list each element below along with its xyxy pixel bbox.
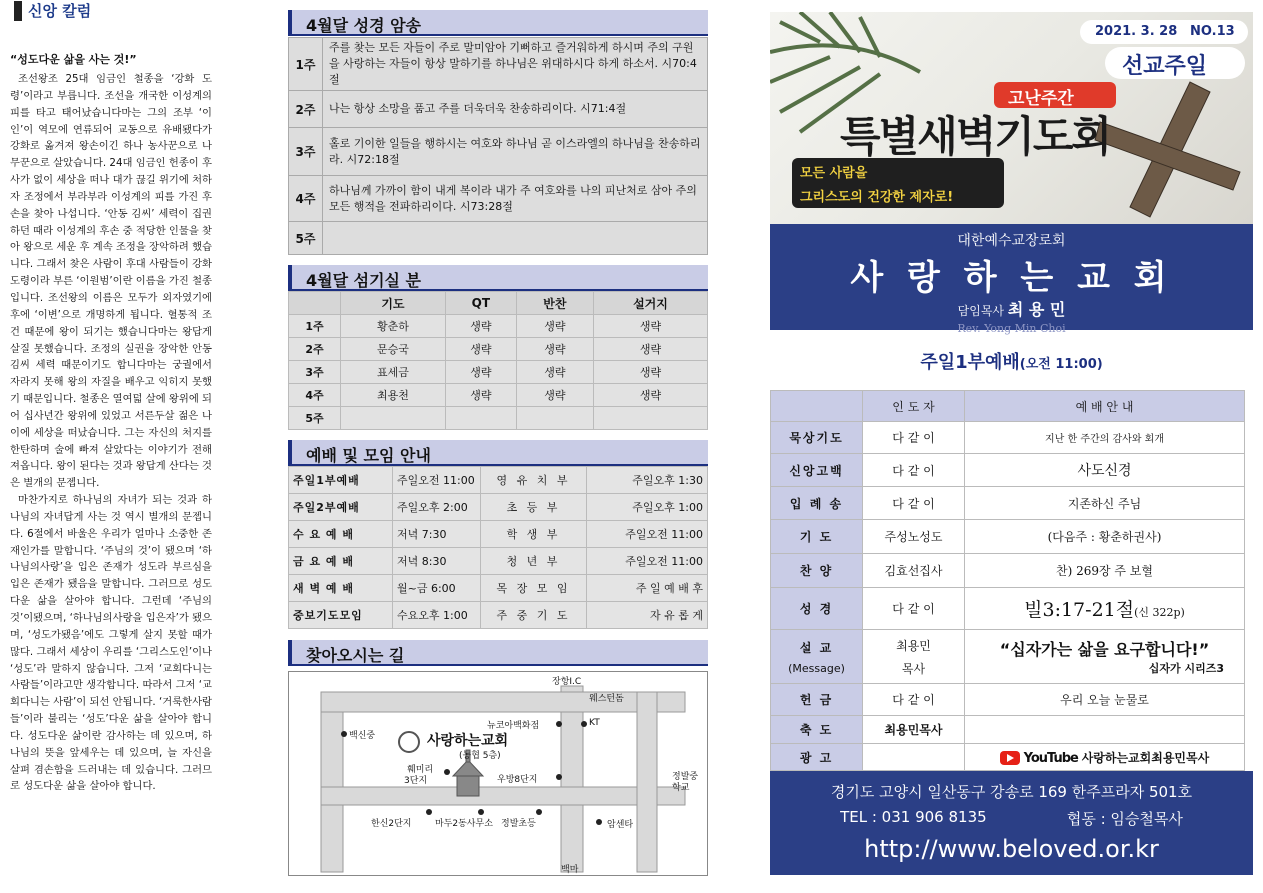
cell: 황춘하	[341, 315, 446, 338]
cell: 표세금	[341, 361, 446, 384]
cell: 생략	[593, 384, 707, 407]
pastor-name-en: Rev. Yong Min Choi	[957, 322, 1066, 335]
table-row	[289, 384, 708, 407]
youtube-label[interactable]: YouTube	[1023, 750, 1078, 766]
order-detail: 지난 한 주간의 감사와 회개	[965, 422, 1245, 454]
youtube-icon[interactable]	[1000, 751, 1020, 765]
map-label: KT	[589, 718, 600, 728]
scripture-ref: 빌3:17-21절	[1024, 599, 1135, 621]
verse-cell: 홀로 기이한 일들을 행하시는 여호와 하나님 곧 이스라엘의 하나님을 찬송하리라. 시72:18절	[323, 128, 708, 176]
partner-pastor: 협동 : 임승철목사	[1066, 810, 1183, 828]
service-time: (오전 11:00)	[1019, 357, 1103, 372]
table-row	[771, 744, 1245, 771]
youtube-channel[interactable]: 사랑하는교회최용민목사	[1081, 750, 1210, 765]
cell	[445, 407, 516, 430]
verses-title: 4월달 성경 암송	[306, 16, 422, 35]
meetings-header	[288, 440, 708, 466]
order-leader: 주성노성도	[863, 520, 965, 554]
cell: 생략	[516, 361, 593, 384]
cell: 문승국	[341, 338, 446, 361]
order-label: 입 례 송	[771, 487, 863, 520]
meeting-time: 저녁 7:30	[393, 521, 481, 548]
header-cell: 인 도 자	[863, 391, 965, 422]
meeting-time: 월~금 6:00	[393, 575, 481, 602]
faith-column	[0, 0, 212, 870]
order-label: 묵상기도	[771, 422, 863, 454]
order-leader: 최용민목사	[863, 716, 965, 744]
meeting-name: 새 벽 예 배	[289, 575, 393, 602]
table-row	[771, 554, 1245, 588]
directions-map	[288, 671, 708, 876]
order-detail: (다음주 : 황춘하권사)	[965, 520, 1245, 554]
cell	[593, 407, 707, 430]
banner-headline: 특별새벽기도회	[840, 112, 1111, 161]
order-leader: 다 같 이	[863, 684, 965, 716]
order-label: 찬 양	[771, 554, 863, 588]
table-row	[289, 548, 708, 575]
cell: 생략	[445, 315, 516, 338]
church-name: 사 랑 하 는 교 회	[850, 258, 1173, 298]
week-cell: 5주	[289, 407, 341, 430]
cell: 생략	[516, 384, 593, 407]
table-row	[771, 630, 1245, 684]
table-row	[771, 684, 1245, 716]
verse-cell: 하나님께 가까이 함이 내게 복이라 내가 주 여호와를 나의 피난처로 삼아 주의 모든 행적을 전파하리이다. 시73:28절	[323, 176, 708, 222]
meeting-name: 주 중 기 도	[481, 602, 587, 629]
meeting-name: 목 장 모 임	[481, 575, 587, 602]
order-label-sub: (Message)	[788, 661, 845, 675]
week-cell: 3주	[289, 128, 323, 176]
meeting-time: 주일오후 1:30	[587, 467, 708, 494]
week-cell: 5주	[289, 222, 323, 255]
meeting-time: 저녁 8:30	[393, 548, 481, 575]
table-row	[289, 128, 708, 176]
meeting-name: 초 등 부	[481, 494, 587, 521]
cell: 생략	[445, 384, 516, 407]
meeting-name: 수 요 예 배	[289, 521, 393, 548]
cell: 생략	[593, 361, 707, 384]
map-label: 훼미리	[407, 765, 434, 775]
banner-image	[770, 12, 1253, 224]
header-cell	[289, 292, 341, 315]
scripture-page: (신 322p)	[1134, 606, 1185, 619]
pastor-label: 담임목사	[957, 304, 1005, 318]
table-row	[771, 520, 1245, 554]
church-phone: TEL : 031 906 8135	[840, 808, 987, 826]
table-header-row	[289, 292, 708, 315]
meeting-name: 주일1부예배	[289, 467, 393, 494]
title-bar-icon	[14, 1, 22, 21]
order-leader: 다 같 이	[863, 588, 965, 630]
cell: 생략	[516, 315, 593, 338]
header-cell: 반찬	[516, 292, 593, 315]
meeting-name: 청 년 부	[481, 548, 587, 575]
week-cell: 4주	[289, 384, 341, 407]
order-detail	[965, 716, 1245, 744]
service-title	[770, 348, 1253, 374]
table-row	[289, 575, 708, 602]
table-row	[771, 716, 1245, 744]
header-cell	[771, 391, 863, 422]
meeting-time: 주일오후 1:00	[587, 494, 708, 521]
table-row	[289, 361, 708, 384]
order-detail: 찬) 269장 주 보혈	[965, 554, 1245, 588]
mission-sunday: 선교주일	[1122, 54, 1208, 79]
map-label: 3단지	[404, 776, 428, 786]
week-cell: 4주	[289, 176, 323, 222]
serve-title: 4월달 섬기실 분	[306, 271, 422, 290]
table-row	[289, 407, 708, 430]
meeting-time: 수요오후 1:00	[393, 602, 481, 629]
preacher-name: 최용민	[896, 638, 931, 653]
church-logo-icon	[399, 732, 419, 752]
week-cell: 1주	[289, 38, 323, 91]
map-label: 백마	[561, 865, 579, 875]
meeting-name: 영 유 치 부	[481, 467, 587, 494]
column-body	[10, 71, 212, 795]
map-church-name: 사랑하는교회	[427, 733, 509, 749]
meeting-name: 주일2부예배	[289, 494, 393, 521]
week-cell: 2주	[289, 91, 323, 128]
cell: 생략	[593, 315, 707, 338]
order-label: 축 도	[771, 716, 863, 744]
meeting-time: 주일오전 11:00	[587, 548, 708, 575]
verse-cell: 나는 항상 소망을 품고 주를 더욱더욱 찬송하리이다. 시71:4절	[323, 91, 708, 128]
meeting-name: 학 생 부	[481, 521, 587, 548]
church-address: 경기도 고양시 일산동구 강송로 169 한주프라자 501호	[830, 783, 1193, 801]
table-row	[289, 222, 708, 255]
church-website-link[interactable]: http://www.beloved.or.kr	[864, 835, 1159, 863]
meeting-time: 주일오전 11:00	[587, 521, 708, 548]
table-row	[771, 454, 1245, 487]
order-label: 헌 금	[771, 684, 863, 716]
order-leader: 다 같 이	[863, 422, 965, 454]
order-detail: 사도신경	[965, 454, 1245, 487]
service-name: 주일1부예배	[920, 352, 1020, 373]
column-headline: “성도다운 삶을 사는 것!”	[10, 53, 137, 66]
week-cell: 3주	[289, 361, 341, 384]
sermon-title: “십자가는 삶을 요구합니다!”	[999, 640, 1210, 659]
verses-table	[288, 37, 708, 255]
map-label: 뉴코아백화점	[487, 721, 540, 731]
meeting-name: 중보기도모임	[289, 602, 393, 629]
order-leader: 김효선집사	[863, 554, 965, 588]
column-title	[14, 0, 212, 21]
column-title-text: 신앙 칼럼	[28, 2, 92, 20]
map-label: 우방8단지	[497, 775, 538, 785]
table-row	[289, 467, 708, 494]
verses-header	[288, 10, 708, 36]
table-header-row	[771, 391, 1245, 422]
map-header	[288, 640, 708, 666]
table-row	[289, 521, 708, 548]
meeting-name: 금 요 예 배	[289, 548, 393, 575]
cell: 최용천	[341, 384, 446, 407]
map-label: 웨스턴돔	[589, 694, 624, 704]
table-row	[771, 588, 1245, 630]
map-label: 백신중	[349, 731, 376, 741]
cell: 생략	[516, 338, 593, 361]
meetings-table	[288, 466, 708, 629]
slogan-line: 모든 사람을	[800, 166, 868, 181]
map-label: 정발초등	[501, 819, 536, 829]
table-row	[289, 91, 708, 128]
order-detail: 우리 오늘 눈물로	[965, 684, 1245, 716]
verse-cell	[323, 222, 708, 255]
header-cell: 설거지	[593, 292, 707, 315]
denomination: 대한예수교장로회	[957, 233, 1066, 249]
map-title: 찾아오시는 길	[306, 646, 405, 665]
table-row	[289, 602, 708, 629]
slogan-line: 그리스도의 건강한 제자로!	[800, 190, 954, 205]
cell: 생략	[445, 338, 516, 361]
worship-order-table	[770, 390, 1245, 771]
meeting-time: 주일오전 11:00	[393, 467, 481, 494]
order-detail: 지존하신 주님	[965, 487, 1245, 520]
bulletin-number: NO.13	[1190, 24, 1235, 39]
meeting-time: 주 일 예 배 후	[587, 575, 708, 602]
passion-week-tag: 고난주간	[1008, 89, 1074, 109]
order-leader: 다 같 이	[863, 487, 965, 520]
table-row	[289, 315, 708, 338]
cell: 생략	[445, 361, 516, 384]
bulletin-date: 2021. 3. 28	[1095, 24, 1178, 39]
table-row	[289, 176, 708, 222]
verse-cell: 주를 찾는 모든 자들이 주로 말미암아 기뻐하고 즐거워하게 하시며 주의 구원을 사랑하는 자들이 항상 말하기를 하나님은 위대하시다 하게 하소서. 시70:4절	[323, 38, 708, 91]
table-row	[771, 422, 1245, 454]
table-row	[289, 494, 708, 521]
serve-table	[288, 291, 708, 430]
column-paragraph-2: 마찬가지로 하나님의 자녀가 되는 것과 하나님의 자녀답게 사는 것 역시 별개의 문젭니다. 6절에서 바울은 우리가 얼마나 소중한 존재인가를 말합니다. ‘주님의 것’이 됐으며 ‘하나님의사랑’을 입은 존재가 성도라 부르심을 입은 존재가 됐음을 말합니다. 그러므로 성도다운 삶을 살아야 합니다. 그런데 ‘주님의것’이됐으며, ‘하나님의사랑을 입은자’가 됐으며, ‘성도가됐음’에도 그렇게 살지 못할 때가 많다. 그래서 세상이 우리를 ‘그리스도인’이나 ‘성도’라 말하지 않습니다. 그저 ‘교회다니는 사람들’이라고만 생각합니다. 따라서 그저 ‘교회다니는 사람’이 되선 안됩니다. ‘거룩한사람들’이라 불리는 ‘성도’다운 삶을 살아야 합니다. 성도다운 삶이란 감사하는 데 있으며, 하나님의 뜻을 앞세우는 데 있으며, 늘 자신을 살펴 겸손함을 드러내는 데 있습니다. 그러므로 성도다운 삶을 살아야 합니다.	[10, 494, 212, 793]
sermon-series: 십자가 시리즈3	[1148, 662, 1224, 675]
column-paragraph-1: 조선왕조 25대 임금인 철종을 ‘강화 도령’이라고 부릅니다. 조선을 개국한 이성계의 피를 타고 태어났습니다마는 그의 조부 ‘이 인’이 역모에 연류되어 교동으로 유배됐다가 강화로 옮겨져 왕손이긴 하나 농사꾼으로 나무꾼으로 살았습니다. 24대 임금인 헌종이 후사가 없이 세상을 떠나 대가 끊길 위기에 처하자 조정에서 부라부라 이성계의 피를 가진 후손을 찾아 나섭니다. ‘안동 김씨’ 세력이 집권하던 때라 이성계의 후손 중 적당한 인물을 찾아 왕으로 세운 후 계속 조정을 장악하려 했습니다. 그래서 찾은 사람이 후대 사람들이 강화 도령이라 부른 ‘이원범’이란 이름을 가진 철종입니다. 조선왕의 이름은 모두가 외자였기에 후에 ‘이변’으로 개명하게 됩니다. 혈통적 조건 때문에 왕이 되기는 했습니다마는 왕답게 살질 못했습니다. 조정의 실권을 장악한 안동 김씨 세력 때문이기도 합니다마는 궁궐에서 자라지 못해 왕의 자질을 배우고 익히지 못했기 때문입니다. 철종은 열여덟 살에 왕위에 되어 십사년간 왕위에 있었고 서른두살 젊은 나이에 세상을 떠났습니다. 그는 자신의 처지를 한탄하며 술에 빠져 살았다는 이야기가 전해져옵니다. 왕이 된다는 것과 왕답게 산다는 것은 별개의 문젭니다.	[10, 73, 212, 490]
header-cell: QT	[445, 292, 516, 315]
church-footer	[770, 771, 1253, 875]
order-leader	[863, 744, 965, 771]
order-leader: 다 같 이	[863, 454, 965, 487]
map-label: 마두2동사무소	[435, 819, 493, 829]
preacher-title: 목사	[901, 661, 926, 676]
serve-header	[288, 265, 708, 291]
order-label: 기 도	[771, 520, 863, 554]
order-label: 신앙고백	[771, 454, 863, 487]
map-label: 정발중학교	[672, 772, 699, 793]
church-info	[770, 224, 1253, 335]
table-row	[289, 38, 708, 91]
order-label: 광 고	[771, 744, 863, 771]
cell: 생략	[593, 338, 707, 361]
pastor-name: 최 용 민	[1007, 300, 1066, 319]
cell	[516, 407, 593, 430]
week-cell: 1주	[289, 315, 341, 338]
table-row	[771, 487, 1245, 520]
map-label: 장항I.C	[552, 677, 582, 687]
meeting-time: 주일오후 2:00	[393, 494, 481, 521]
header-cell: 기도	[341, 292, 446, 315]
map-label: 암센타	[607, 820, 634, 830]
meeting-time: 자 유 롭 게	[587, 602, 708, 629]
map-label: (농협 5층)	[459, 751, 501, 761]
cell	[341, 407, 446, 430]
meetings-title: 예배 및 모임 안내	[306, 446, 431, 465]
map-label: 한신2단지	[371, 819, 412, 829]
header-cell: 예 배 안 내	[965, 391, 1245, 422]
table-row	[289, 338, 708, 361]
order-label: 성 경	[771, 588, 863, 630]
week-cell: 2주	[289, 338, 341, 361]
order-label: 설 교	[799, 640, 834, 655]
